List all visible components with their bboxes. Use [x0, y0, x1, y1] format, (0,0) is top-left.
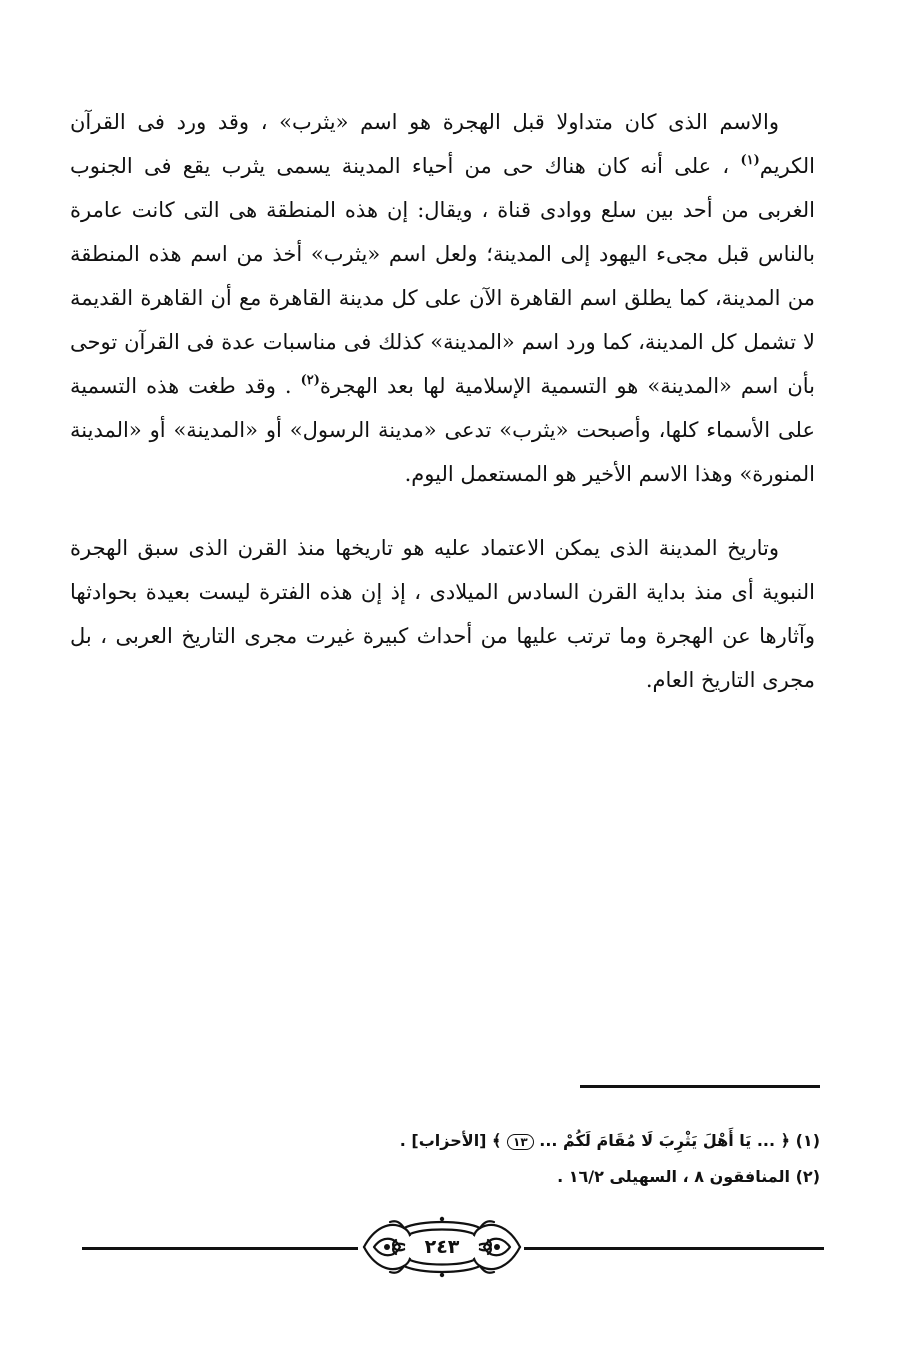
footer-rule-left	[82, 1247, 358, 1250]
footnote-2	[300, 1159, 820, 1195]
paragraph-1-part-a: والاسم الذى كان متداولا قبل الهجرة هو اسم «يثرب» ، وقد ورد فى القرآن الكريم	[70, 110, 815, 178]
footnote-separator	[580, 1085, 820, 1088]
paragraph-1-part-c: . وقد طغت هذه التسمية على الأسماء كلها، وأصبحت «يثرب» تدعى «مدينة الرسول» أو «المدينة» أو «المدينة المنورة» وهذا الاسم الأخير هو المستعمل اليوم.	[70, 374, 815, 486]
footer-rule-right	[524, 1247, 824, 1250]
footnote-1-number: (١)	[795, 1131, 820, 1150]
footnote-2-text: المنافقون ٨ ، السهيلى ١٦/٢ .	[557, 1167, 791, 1186]
footnote-ref-1[interactable]: (١)	[740, 153, 760, 168]
footnote-1-source: ﴾ [الأحزاب] .	[399, 1131, 502, 1150]
ayah-number-badge: ١٣	[507, 1134, 534, 1150]
paragraph-1-part-b: ، على أنه كان هناك حى من أحياء المدينة يسمى يثرب يقع فى الجنوب الغربى من أحد بين سلع ووادى قناة ، ويقال: إن هذه المنطقة هى التى كانت عامرة بالناس قبل مجىء اليهود إلى المدينة؛ ولعل اسم «يثرب» أخذ من اسم هذه المنطقة من المدينة، كما يطلق اسم القاهرة الآن على كل مدينة القاهرة مع أن القاهرة القديمة لا تشمل كل المدينة، كما ورد اسم «المدينة» كذلك فى مناسبات عدة فى القرآن توحى بأن اسم «المدينة» هو التسمية الإسلامية لها بعد الهجرة	[70, 154, 815, 398]
footnote-ref-2[interactable]: (٢)	[300, 373, 320, 388]
paragraph-1	[70, 100, 815, 496]
footnotes	[300, 1123, 820, 1195]
paragraph-1-text	[70, 100, 815, 496]
paragraph-2-text: وتاريخ المدينة الذى يمكن الاعتماد عليه هو تاريخها منذ القرن الذى سبق الهجرة النبوية أى منذ بداية القرن السادس الميلادى ، إذ إن هذه الفترة ليست بعيدة بحوادثها وآثارها عن الهجرة وما ترتب عليها من أحداث كبيرة غيرت مجرى التاريخ العربى ، بل مجرى التاريخ العام.	[70, 536, 815, 692]
footnote-2-number: (٢)	[795, 1167, 820, 1186]
paragraph-2	[70, 526, 815, 702]
page-number: ٢٤٣	[405, 1234, 479, 1260]
footnote-1-quote: ﴿ ... يَا أَهْلَ يَثْرِبَ لَا مُقَامَ لَكُمْ ...	[539, 1131, 791, 1150]
footnote-1	[300, 1123, 820, 1159]
